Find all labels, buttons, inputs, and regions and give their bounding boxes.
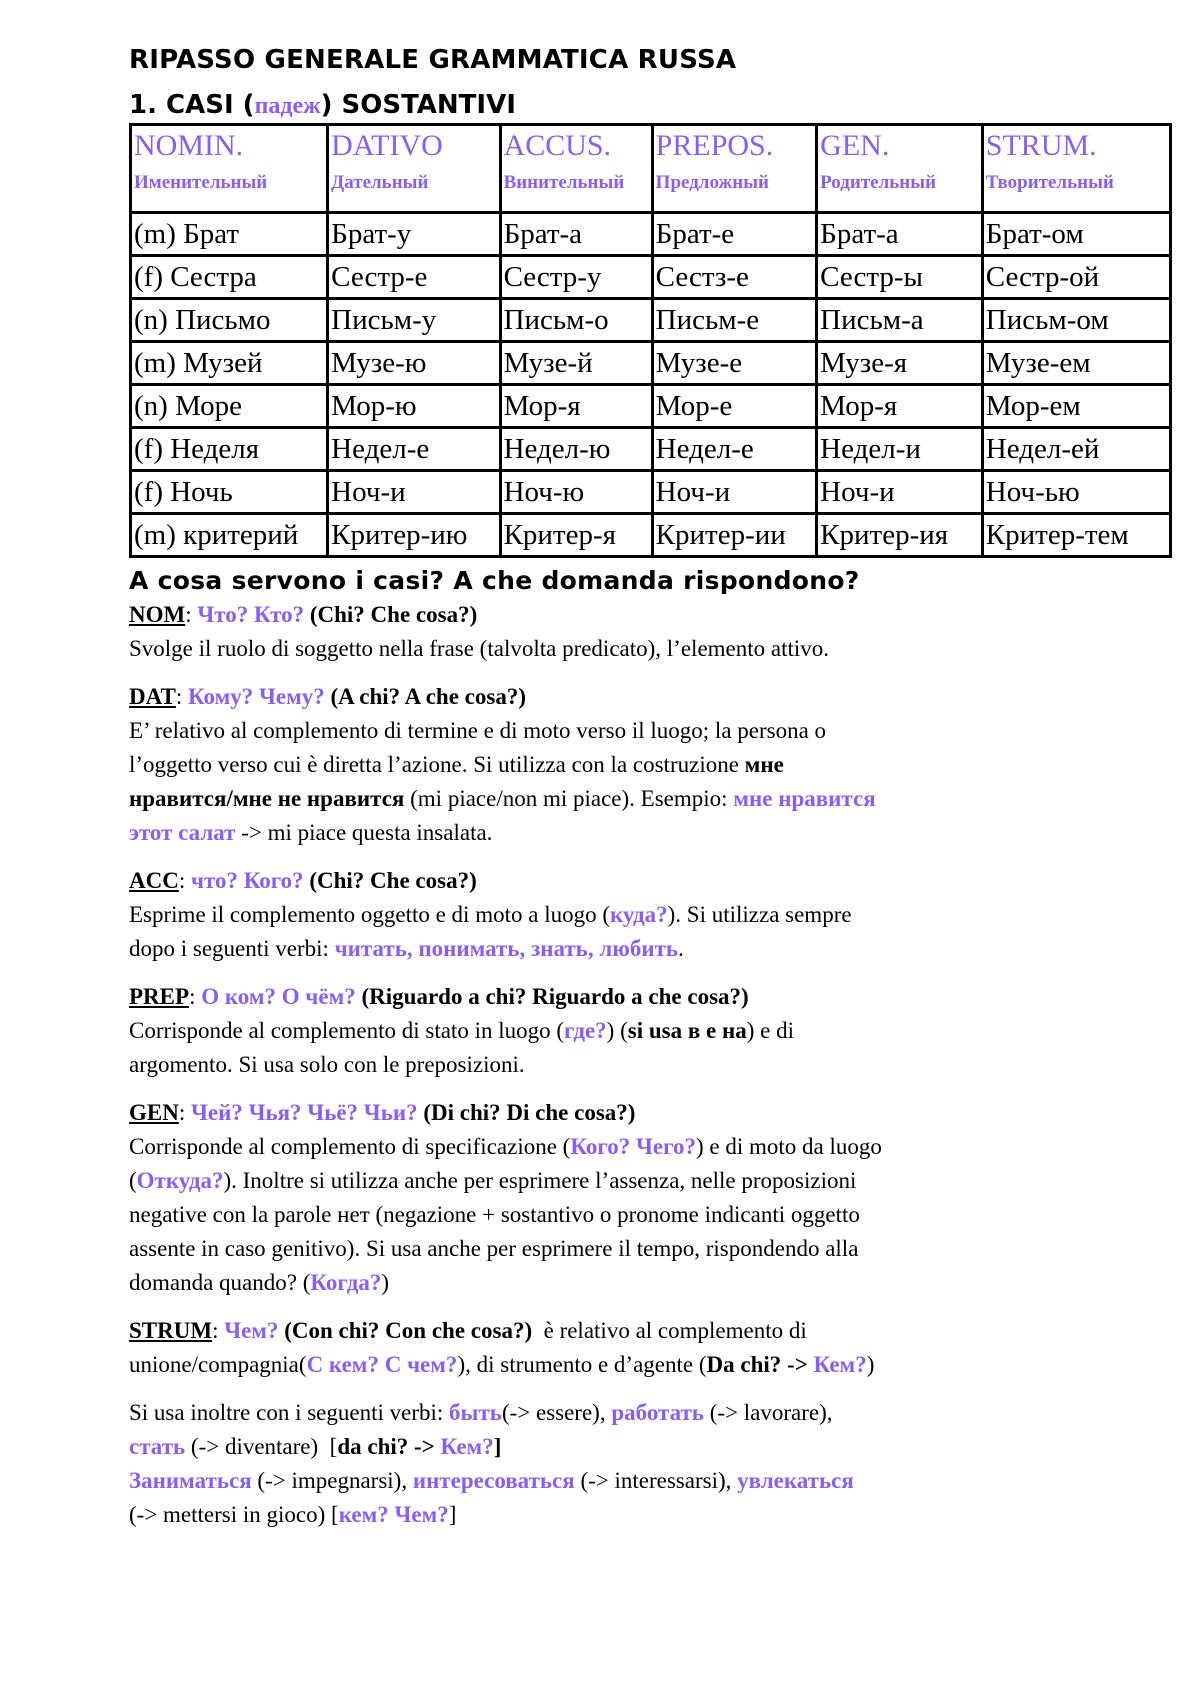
prep-description-line-2: argomento. Si usa solo con le preposizioni. [129,1052,525,1077]
nom-italian-question: (Chi? Che cosa?) [309,602,478,627]
table-cell: Музе-ю [328,342,500,385]
acc-description-line-2 [129,932,1129,966]
header-cell [652,125,817,213]
gen-text: ) e di moto da luogo [695,1134,882,1159]
table-cell: Сестр-у [500,256,652,299]
prep-russian-question: О ком? О чём? [201,984,356,1009]
subtitle-prefix: 1. CASI ( [129,90,255,120]
gen-russian-word: Когда? [310,1270,382,1295]
header-case-name: NOMIN. [134,129,244,162]
header-cell [817,125,983,213]
strum-italian-question: (Con chi? Con che cosa?) [284,1318,533,1343]
dat-description-line-1: E’ relativo al complemento di termine e di moto verso il luogo; la persona o [129,718,827,743]
dat-italian-question: (A chi? A che cosa?) [330,684,527,709]
table-cell: (f) Сестра [131,256,328,299]
header-russian-name: Дательный [331,172,429,193]
strum-russian-word: С кем? С чем? [306,1352,458,1377]
section-heading-cases [129,88,1129,123]
case-label-prep: PREP [129,984,190,1009]
case-label-acc: ACC [129,868,179,893]
table-row [131,385,1171,428]
table-cell: Ноч-ью [982,471,1170,514]
nom-russian-question: Что? Кто? [197,602,305,627]
prep-question-line: PREP: О ком? О чём? (Riguardo a chi? Riguardo a che cosa?) [129,984,749,1009]
verb-russian: кем? Чем? [338,1502,449,1527]
table-row [131,514,1171,557]
verb-russian: работать [611,1400,704,1425]
gen-russian-question: Чей? Чья? Чьё? Чьи? [190,1100,418,1125]
page-title: RIPASSO GENERALE GRAMMATICA RUSSA [129,45,737,75]
strum-russian-question: Чем? [224,1318,279,1343]
header-case-name: PREPOS. [655,129,774,162]
table-cell: (n) Море [131,385,328,428]
table-cell: Критер-ию [328,514,500,557]
dat-description-line-3 [129,782,1129,816]
table-cell: Ноч-и [328,471,500,514]
dat-bold-text: мне [744,752,784,777]
table-cell: (m) Музей [131,342,328,385]
document-page [129,38,1129,1532]
strum-russian-word: Кем? [807,1352,867,1377]
verbs-bold-text: da chi? -> [337,1434,435,1459]
nom-description: Svolge il ruolo di soggetto nella frase (talvolta predicato), l’elemento attivo. [129,636,830,661]
gen-description-line-3: negative con la parole нет (negazione + sostantivo o pronome indicanti oggetto [129,1202,860,1227]
nom-question-line: NOM: Что? Кто? (Chi? Che cosa?) [129,602,478,627]
verbs-line-2 [129,1430,1129,1464]
table-row [131,299,1171,342]
subtitle-suffix: ) SOSTANTIVI [320,90,516,120]
gen-text: Corrisponde al complemento di specificazione ( [129,1134,571,1159]
dat-text: (mi piace/non mi piace). Esempio: [404,786,734,811]
prep-text: ) ( [606,1018,628,1043]
table-cell: Сестр-е [328,256,500,299]
header-cell [131,125,328,213]
strum-text: ) [866,1352,875,1377]
table-cell: Мор-ю [328,385,500,428]
verbs-bold-text: ] [493,1434,502,1459]
table-row [131,213,1171,256]
header-case-name: DATIVO [331,129,443,162]
table-cell: Письм-о [500,299,652,342]
verbs-text: (-> mettersi in gioco) [ [129,1502,339,1527]
strum-description-line-2 [129,1348,1129,1382]
table-row [131,471,1171,514]
header-russian-name: Предложный [655,172,770,193]
header-russian-name: Творительный [985,172,1114,193]
header-case-name: STRUM. [985,129,1097,162]
table-cell: Мор-я [817,385,983,428]
prep-text: ) e di [746,1018,794,1043]
header-russian-name: Именительный [134,172,268,193]
verb-russian: Кем? [434,1434,494,1459]
table-cell: Критер-ии [652,514,817,557]
verbs-text: (-> lavorare), [703,1400,833,1425]
verbs-text: ] [448,1502,457,1527]
strum-bold-text: Da chi? -> [706,1352,808,1377]
acc-italian-question: (Chi? Che cosa?) [309,868,477,893]
dat-question-line: DAT: Кому? Чему? (A chi? A che cosa?) [129,684,527,709]
acc-russian-word: куда? [610,902,668,927]
table-cell: Музе-ем [982,342,1170,385]
dat-description-line-2 [129,748,1129,782]
verbs-text: (-> essere), [501,1400,612,1425]
table-cell: Ноч-и [817,471,983,514]
table-header-row [131,125,1171,213]
cases-table [129,123,1172,558]
table-row [131,256,1171,299]
table-cell: Сестз-е [652,256,817,299]
dat-description-line-4 [129,816,1129,850]
case-label-gen: GEN [129,1100,179,1125]
table-cell: Брат-у [328,213,500,256]
dat-example-russian: этот салат [129,820,236,845]
strum-text: ), di strumento e d’agente ( [457,1352,707,1377]
table-cell: Недел-е [328,428,500,471]
table-cell: Критер-тем [982,514,1170,557]
subtitle-russian-word: падеж [254,93,321,119]
prep-bold-text: si usa в е на [627,1018,747,1043]
table-row [131,342,1171,385]
table-cell: Недел-и [817,428,983,471]
gen-description-line-2 [129,1164,1129,1198]
case-label-nom: NOM [129,602,186,627]
prep-description-line-1 [129,1014,1129,1048]
gen-description-line-5 [129,1266,1129,1300]
verbs-text: (-> interessarsi), [574,1468,738,1493]
table-cell: Музе-я [817,342,983,385]
table-cell: Музе-е [652,342,817,385]
header-case-name: ACCUS. [503,129,612,162]
table-cell: Письм-а [817,299,983,342]
table-cell: Письм-ом [982,299,1170,342]
table-cell: Письм-у [328,299,500,342]
acc-text: dopo i seguenti verbi: [129,936,335,961]
table-cell: Письм-е [652,299,817,342]
dat-example-russian: мне нравится [733,786,876,811]
header-cell [500,125,652,213]
table-cell: Брат-ом [982,213,1170,256]
verb-russian: увлекаться [737,1468,854,1493]
prep-text: Corrisponde al complemento di stato in luogo ( [129,1018,565,1043]
header-russian-name: Винительный [503,172,625,193]
prep-italian-question: (Riguardo a chi? Riguardo a che cosa?) [361,984,749,1009]
gen-text: ) [381,1270,390,1295]
table-cell: Брат-а [817,213,983,256]
table-cell: Сестр-ы [817,256,983,299]
verbs-text: (-> diventare) [ [185,1434,338,1459]
case-label-strum: STRUM [129,1318,213,1343]
gen-russian-word: Кого? Чего? [570,1134,696,1159]
verb-russian: стать [129,1434,186,1459]
acc-text: ). Si utilizza sempre [667,902,852,927]
header-russian-name: Родительный [820,172,937,193]
verbs-text: Si usa inoltre con i seguenti verbi: [129,1400,450,1425]
verbs-line-4 [129,1498,1129,1532]
case-label-dat: DAT [129,684,176,709]
acc-question-line: ACC: что? Кого? (Chi? Che cosa?) [129,868,477,893]
table-cell: Брат-е [652,213,817,256]
table-cell: Сестр-ой [982,256,1170,299]
dat-text: -> mi piace questa insalata. [235,820,493,845]
header-cell [328,125,500,213]
table-cell: Недел-ей [982,428,1170,471]
verbs-text: (-> impegnarsi), [251,1468,413,1493]
verbs-line-1 [129,1396,1129,1430]
strum-text: unione/compagnia( [129,1352,307,1377]
dat-bold-text: нравится/мне не нравится [129,786,405,811]
table-row [131,428,1171,471]
dat-text: l’oggetto verso cui è diretta l’azione. Si utilizza con la costruzione [129,752,745,777]
prep-russian-word: где? [564,1018,607,1043]
header-cell [982,125,1170,213]
acc-text: . [678,936,684,961]
gen-italian-question: (Di chi? Di che cosa?) [423,1100,636,1125]
table-cell: Брат-а [500,213,652,256]
gen-description-line-1 [129,1130,1129,1164]
strum-text: è relativo al complemento di [532,1318,807,1343]
table-cell: Ноч-ю [500,471,652,514]
table-cell: Мор-е [652,385,817,428]
verb-russian: интересоваться [412,1468,575,1493]
table-cell: Мор-я [500,385,652,428]
acc-russian-question: что? Кого? [190,868,304,893]
verb-russian: Заниматься [129,1468,252,1493]
verbs-line-3 [129,1464,1129,1498]
table-cell: (m) критерий [131,514,328,557]
table-cell: (f) Ночь [131,471,328,514]
gen-description-line-4: assente in caso genitivo). Si usa anche per esprimere il tempo, rispondendo alla [129,1236,859,1261]
gen-text: ( [129,1168,137,1193]
table-cell: Критер-я [500,514,652,557]
header-case-name: GEN. [820,129,890,162]
acc-description-line-1 [129,898,1129,932]
gen-text: domanda quando? ( [129,1270,311,1295]
table-cell: Недел-ю [500,428,652,471]
table-cell: Критер-ия [817,514,983,557]
strum-question-line: STRUM: Чем? (Con chi? Con che cosa?) è relativo al complemento di [129,1318,807,1343]
table-cell: Мор-ем [982,385,1170,428]
gen-question-line: GEN: Чей? Чья? Чьё? Чьи? (Di chi? Di che cosa?) [129,1100,636,1125]
table-cell: (n) Письмо [131,299,328,342]
gen-text: ). Inoltre si utilizza anche per esprimere l’assenza, nelle proposizioni [223,1168,857,1193]
gen-russian-word: Откуда? [136,1168,224,1193]
table-cell: (m) Брат [131,213,328,256]
acc-verbs-list: читать, понимать, знать, любить [334,936,679,961]
table-cell: Музе-й [500,342,652,385]
cases-question-heading: A cosa servono i casi? A che domanda rispondono? [129,566,860,595]
table-cell: (f) Неделя [131,428,328,471]
dat-russian-question: Кому? Чему? [188,684,325,709]
verb-russian: быть [449,1400,502,1425]
acc-text: Esprime il complemento oggetto e di moto a luogo ( [129,902,610,927]
table-cell: Недел-е [652,428,817,471]
table-cell: Ноч-и [652,471,817,514]
